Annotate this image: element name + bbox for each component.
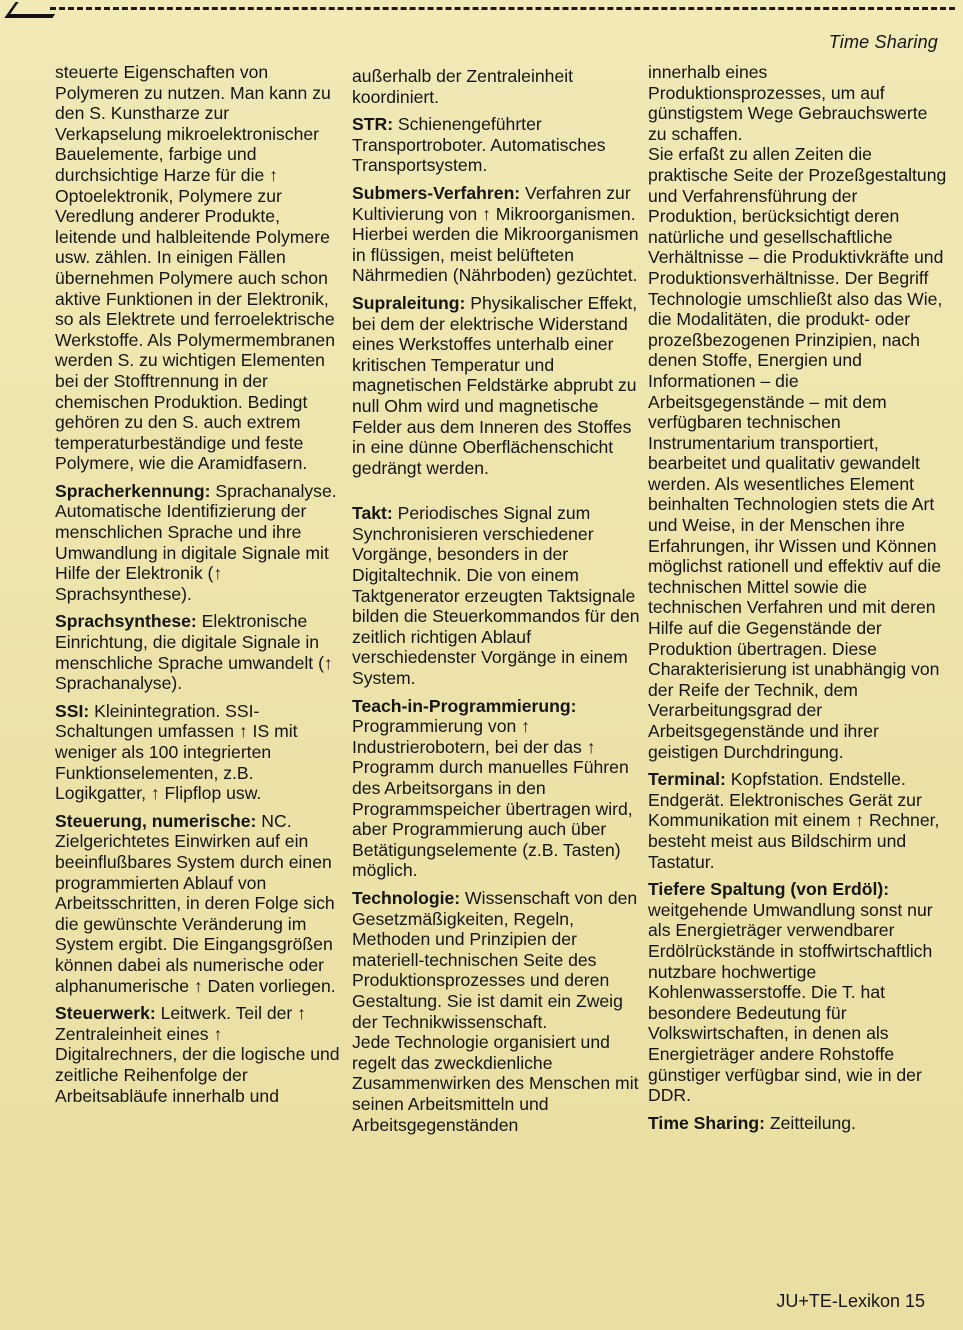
entry-definition: NC. Zielgerichtetes Einwirken auf ein beeinflußbares System durch einen programmierten Ablauf von Arbeitsschritten, in deren Folge sich die gewünschte Veränderung im System ergibt. Die Eingangsgrößen können dabei als numerische oder alphanumerische ↑ Daten vorliegen. <box>55 810 336 996</box>
entry-definition: Kleinintegration. SSI-Schaltungen umfassen ↑ IS mit weniger als 100 integrierten Funktionselementen, z.B. Logikgatter, ↑ Flipflop usw. <box>55 700 298 804</box>
entry-steuerwerk <box>55 1003 340 1106</box>
entry-definition: Zeitteilung. <box>765 1112 856 1133</box>
entry-takt <box>352 503 642 688</box>
entry-definition: Programmierung von ↑ Industrierobotern, bei der das ↑ Programm durch manuelles Führen des Arbeitsorgans in den Programmspeicher übertragen wird, aber Programmierung auch über Betätigungselemente (z.B. Tasten) möglich. <box>352 716 633 881</box>
entry-term: Submers-Verfahren: <box>352 182 521 203</box>
entry-str <box>352 114 642 176</box>
entry-sprachsynthese <box>55 611 340 693</box>
entry-definition: weitgehende Umwandlung sonst nur als Energieträger verwendbarer Erdölrückstände in stoffwirtschaftlich nutzbare hochwertige Kohlenwasserstoffe. Die T. hat besondere Bedeutung für Volkswirtschaften, in denen als Energieträger andere Rohstoffe günstiger verfügbar sind, wie in der DDR. <box>648 899 933 1106</box>
entry-definition: Elektronische Einrichtung, die digitale Signale in menschliche Sprache umwandelt (↑ Sprachanalyse). <box>55 611 333 694</box>
column-2 <box>352 66 642 1142</box>
page-folio: JU+TE-Lexikon 15 <box>776 1291 925 1311</box>
entry-definition: Periodisches Signal zum Synchronisieren verschiedener Vorgänge, besonders in der Digitaltechnik. Die von einem Taktgenerator erzeugten Taktsignale bilden die Steuerkommandos für den zeitlich richtigen Ablauf verschiedenster Vorgänge in einem System. <box>352 503 640 689</box>
entry-submers-verfahren <box>352 183 642 286</box>
column-3 <box>648 62 948 1140</box>
entry-definition: Leitwerk. Teil der ↑ Zentraleinheit eines ↑ Digitalrechners, der die logische und zeitliche Reihenfolge der Arbeitsabläufe innerhalb und <box>55 1003 340 1106</box>
corner-mark <box>4 2 63 18</box>
entry-definition: Verfahren zur Kultivierung von ↑ Mikroorganismen. Hierbei werden die Mikroorganismen in flüssigen, meist belüfteten Nährmedien (Nährboden) gezüchtet. <box>352 182 639 286</box>
entry-supraleitung <box>352 293 642 478</box>
entry-term: Teach-in-Programmierung: <box>352 695 577 716</box>
entry-term: Sprachsynthese: <box>55 611 197 632</box>
entry-term: Spracherkennung: <box>55 480 211 501</box>
dashed-top-rule <box>50 7 955 10</box>
entry-term: Terminal: <box>648 769 726 790</box>
entry-teach-in-programmierung <box>352 696 642 881</box>
entry-term: Technologie: <box>352 887 461 908</box>
entry-term: SSI: <box>55 700 90 721</box>
continuation-text: außerhalb der Zentraleinheit koordiniert. <box>352 66 574 107</box>
entry-tiefere-spaltung <box>648 879 948 1106</box>
continuation-text: steuerte Eigenschaften von Polymeren zu nutzen. Man kann zu den S. Kunstharze zur Verkapselung mikroelektronischer Bauelemente, farbige und durchsichtige Harze für die ↑ Optoelektronik, Polymere zur Veredlung anderer Produkte, leitende und halbleitende Polymere usw. zählen. In einigen Fällen übernehmen Polymere auch schon aktive Funktionen in der Elektronik, so als Elektrete und ferroelektrische Werkstoffe. Als Polymermembranen werden S. zu wichtigen Elementen bei der Stofftrennung in der chemischen Produktion. Bedingt gehören zu den S. auch extrem temperaturbeständige und feste Polymere, wie die Aramidfasern. <box>55 62 335 474</box>
running-head: Time Sharing <box>828 32 938 52</box>
entry-term: Steuerung, numerische: <box>55 810 257 831</box>
entry-spracherkennung <box>55 481 340 605</box>
entry-definition: Wissenschaft von den Gesetzmäßigkeiten, Regeln, Methoden und Prinzipien der materiell-technischen Seite des Produktionsprozesses und deren Gestaltung. Sie ist damit ein Zweig der Technikwissenschaft. <box>352 887 638 1032</box>
continuation-text: innerhalb eines Produktionsprozesses, um auf günstigstem Wege Gebrauchswerte zu schaffen. <box>648 62 928 144</box>
entry-steuerung-numerische <box>55 811 340 996</box>
entry-definition: Physikalischer Effekt, bei dem der elektrische Widerstand eines Werkstoffes unterhalb einer kritischen Temperatur und magnetischen Feldstärke abprubt zu null Ohm wird und magnetische Felder aus dem Inneren des Stoffes in eine dünne Oberflächenschicht gedrängt werden. <box>352 292 638 478</box>
entry-term: Supraleitung: <box>352 292 466 313</box>
column-gap <box>352 485 642 503</box>
entry-technologie-paragraph-2: Jede Technologie organisiert und regelt das zweckdienliche Zusammenwirken des Menschen mit seinen Arbeitsmitteln und Arbeitsgegenständen <box>352 1032 639 1135</box>
entry-ssi <box>55 701 340 804</box>
entry-term: Tiefere Spaltung (von Erdöl): <box>648 879 890 900</box>
column-1 <box>55 62 340 1113</box>
entry-definition: Sprachanalyse. Automatische Identifizierung der menschlichen Sprache und ihre Umwandlung in digitale Signale mit Hilfe der Elektronik (↑ Sprachsynthese). <box>55 480 337 604</box>
entry-time-sharing <box>648 1113 948 1134</box>
entry-technologie <box>352 888 642 1032</box>
entry-definition: Kopfstation. Endstelle. Endgerät. Elektronisches Gerät zur Kommunikation mit einem ↑ Rechner, besteht meist aus Bildschirm und Tastatur. <box>648 769 940 872</box>
entry-term: STR: <box>352 114 394 135</box>
entry-term: Steuerwerk: <box>55 1003 156 1024</box>
entry-terminal <box>648 769 948 872</box>
continuation-paragraph-2: Sie erfaßt zu allen Zeiten die praktische Seite der Prozeßgestaltung und Verfahrensführung der Produktion, berücksichtigt deren natürliche und gesellschaftliche Verhältnisse – die Produktivkräfte und Produktionsverhältnisse. Der Begriff Technologie umschließt also das Wie, die Modalitäten, die produkt- oder prozeßbezogenen Prinzipien, nach denen Stoffe, Energien und Informationen – die Arbeitsgegenstände – mit dem verfügbaren technischen Instrumentarium transportiert, bearbeitet und qualitativ gewandelt werden. Als wesentliches Element beinhalten Technologien stets die Art und Weise, in der Menschen ihre Erfahrungen, ihr Wissen und Können möglichst rationell und effektiv auf die technischen Mittel sowie die technischen Verfahren und mit deren Hilfe auf die Gegenstände der Produktion übertragen. Diese Charakterisierung ist unabhängig von der Reife der Technik, dem Verarbeitungsgrad der Arbeitsgegenstände und ihrer geistigen Durchdringung. <box>648 144 947 762</box>
entry-term: Takt: <box>352 503 393 524</box>
entry-term: Time Sharing: <box>648 1112 765 1133</box>
entry-definition: Schienengeführter Transportroboter. Automatisches Transportsystem. <box>352 114 606 176</box>
